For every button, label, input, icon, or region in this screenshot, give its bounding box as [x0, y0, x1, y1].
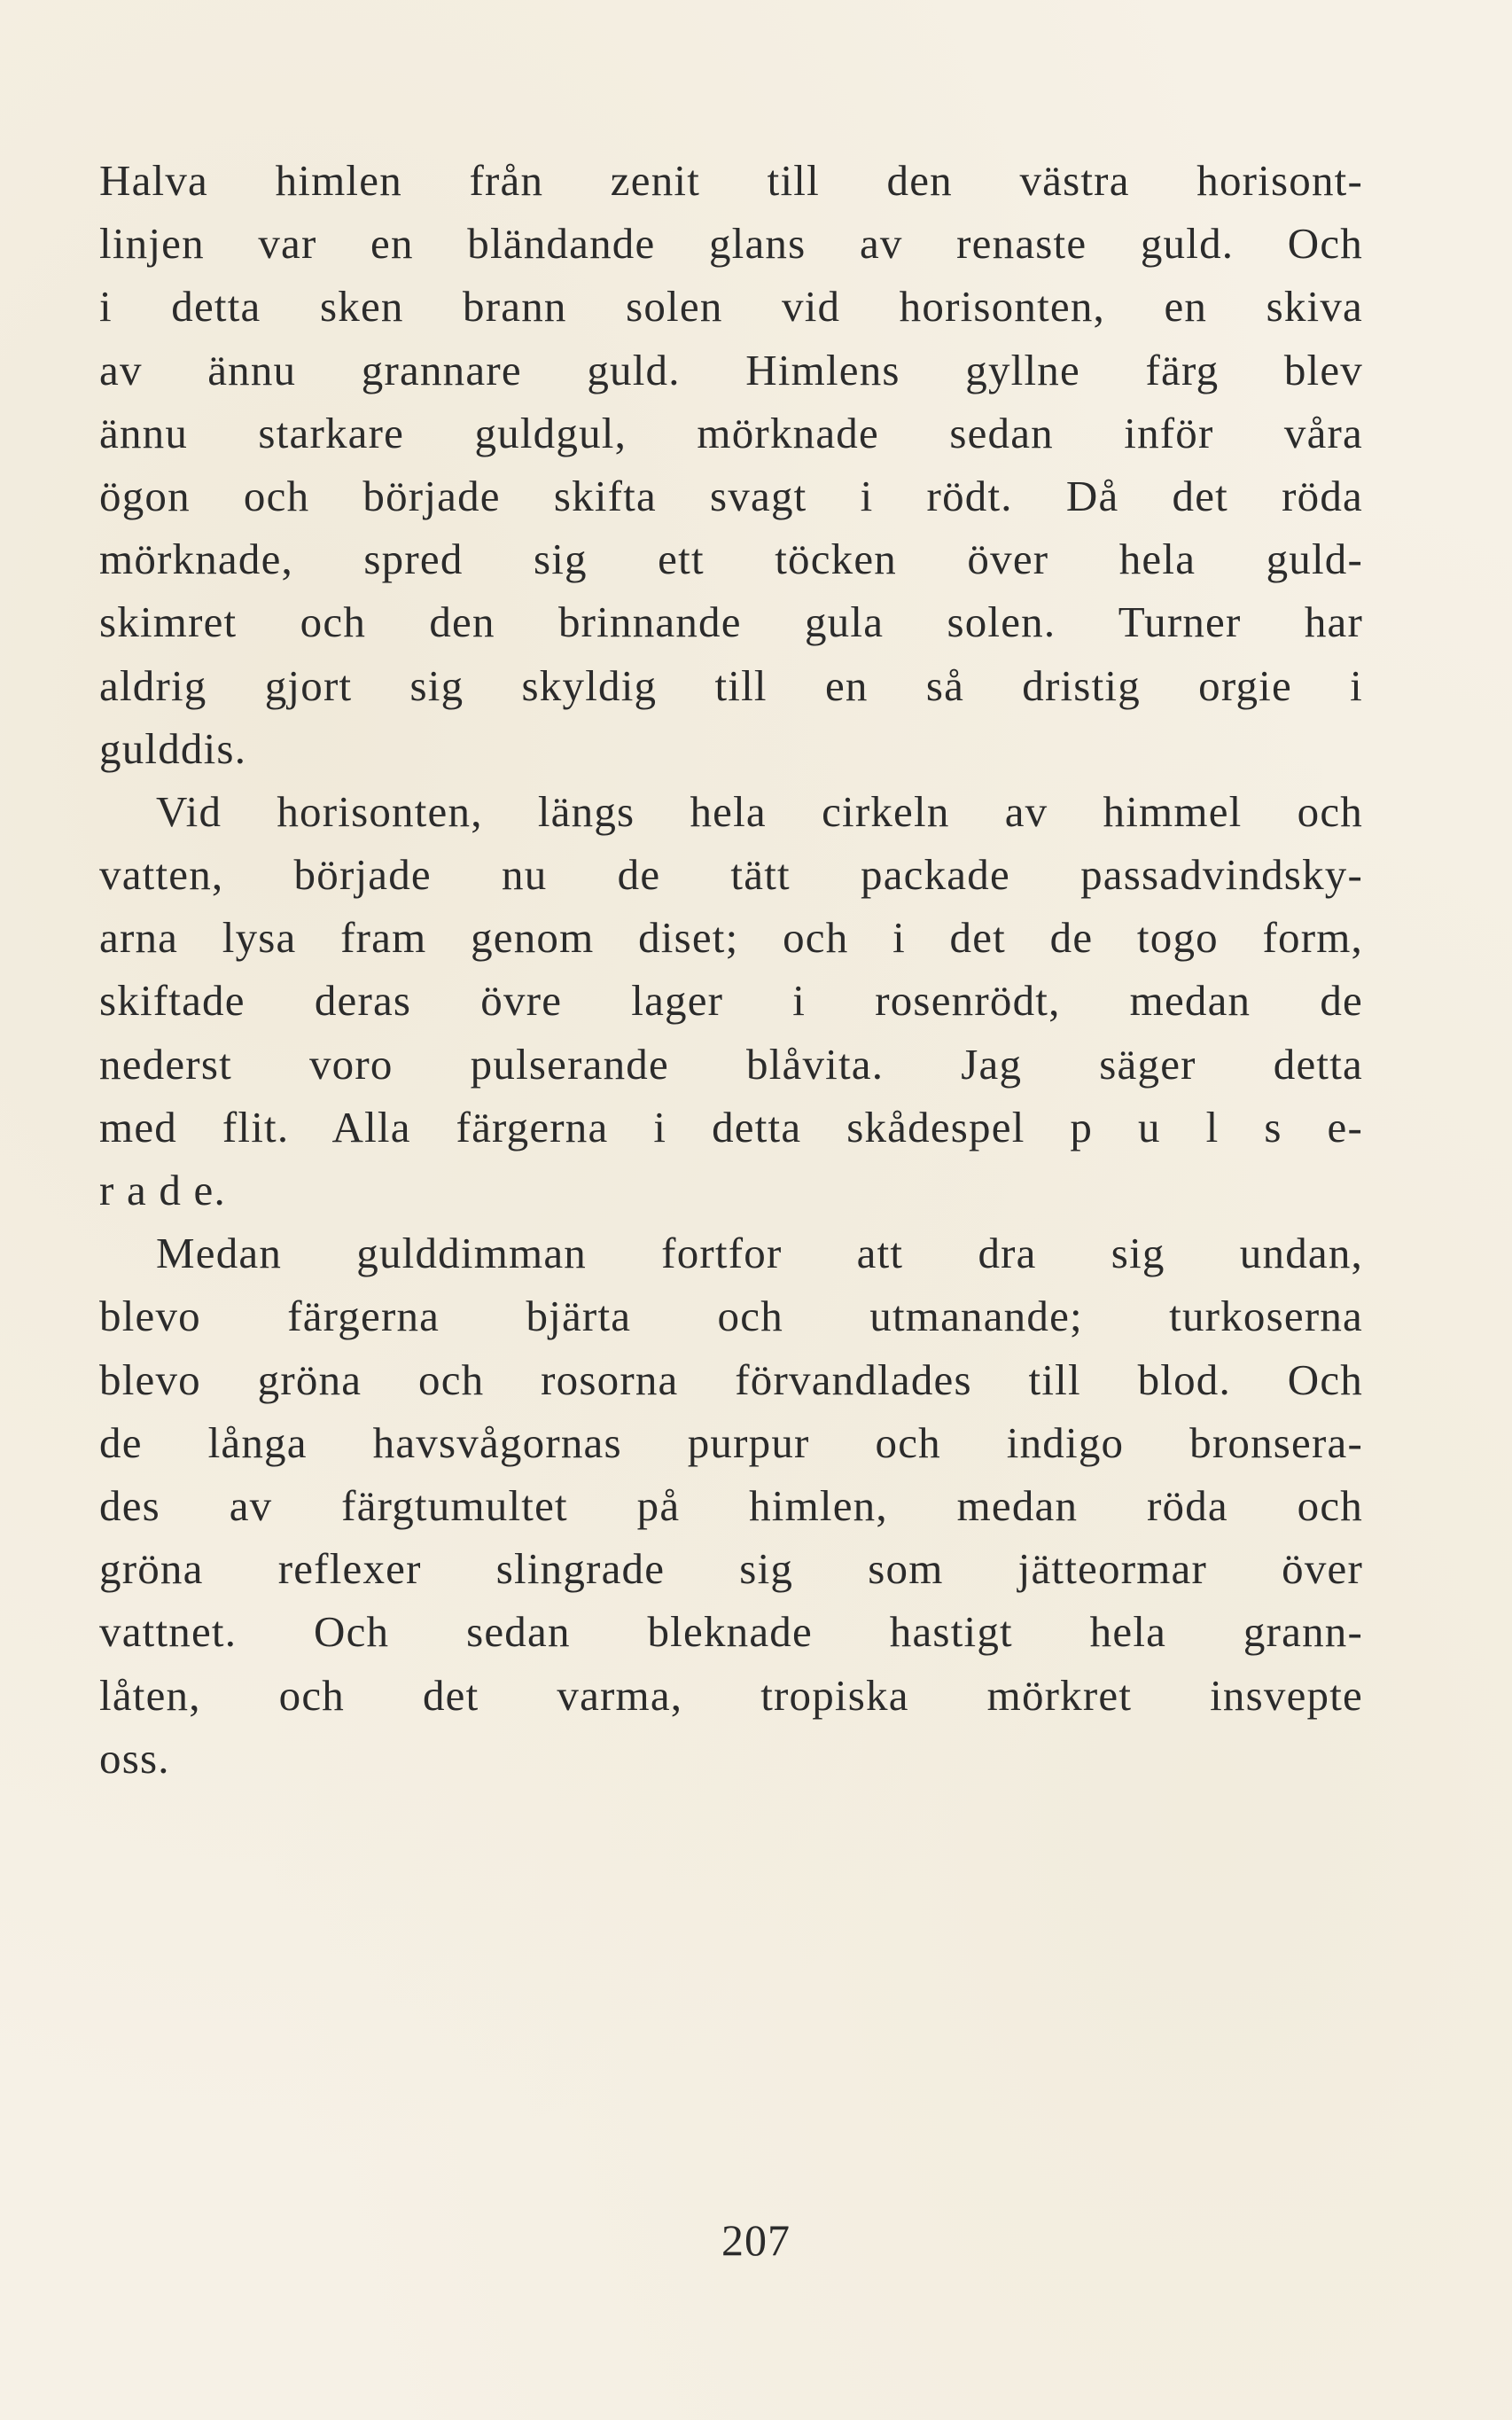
text-line: aldrig gjort sig skyldig till en så dristig orgie i: [99, 660, 1363, 710]
body-text: [99, 149, 1363, 1790]
text-line: blevo gröna och rosorna förvandlades till blod. Och: [99, 1354, 1363, 1404]
text-line: Vid horisonten, längs hela cirkeln av himmel och: [156, 786, 1363, 836]
text-line: gulddis.: [99, 723, 247, 773]
text-line: i detta sken brann solen vid horisonten, en skiva: [99, 282, 1363, 332]
text-line: nederst voro pulserande blåvita. Jag säger detta: [99, 1039, 1363, 1089]
page-number: 207: [721, 2215, 791, 2265]
text-line: med flit. Alla färgerna i detta skådespel p u l s e-: [99, 1102, 1363, 1151]
text-line: ögon och började skifta svagt i rödt. Då det röda: [99, 471, 1363, 520]
text-line: skiftade deras övre lager i rosenrödt, medan de: [99, 976, 1363, 1026]
text-line: gröna reflexer slingrade sig som jätteormar över: [99, 1544, 1363, 1594]
text-line: vattnet. Och sedan bleknade hastigt hela grann-: [99, 1607, 1363, 1657]
text-line: av ännu grannare guld. Himlens gyllne färg blev: [99, 345, 1363, 394]
text-line: linjen var en bländande glans av renaste guld. Och: [99, 219, 1363, 269]
text-line: ännu starkare guldgul, mörknade sedan inför våra: [99, 408, 1363, 457]
text-line: arna lysa fram genom diset; och i det de togo form,: [99, 913, 1363, 963]
text-line: Halva himlen från zenit till den västra horisont-: [99, 156, 1363, 205]
text-line: mörknade, spred sig ett töcken över hela guld-: [99, 535, 1363, 584]
text-line: blevo färgerna bjärta och utmanande; turkoserna: [99, 1292, 1363, 1341]
text-line: Medan gulddimman fortfor att dra sig undan,: [156, 1229, 1363, 1278]
text-line: de långa havsvågornas purpur och indigo bronsera-: [99, 1417, 1363, 1467]
text-line: låten, och det varma, tropiska mörkret insvepte: [99, 1670, 1363, 1720]
text-line: oss.: [99, 1733, 170, 1783]
text-line: des av färgtumultet på himlen, medan röda och: [99, 1480, 1363, 1530]
text-line: vatten, började nu de tätt packade passadvindsky-: [99, 850, 1363, 900]
text-line: r a d e.: [99, 1166, 226, 1214]
text-line: skimret och den brinnande gula solen. Turner har: [99, 597, 1363, 647]
